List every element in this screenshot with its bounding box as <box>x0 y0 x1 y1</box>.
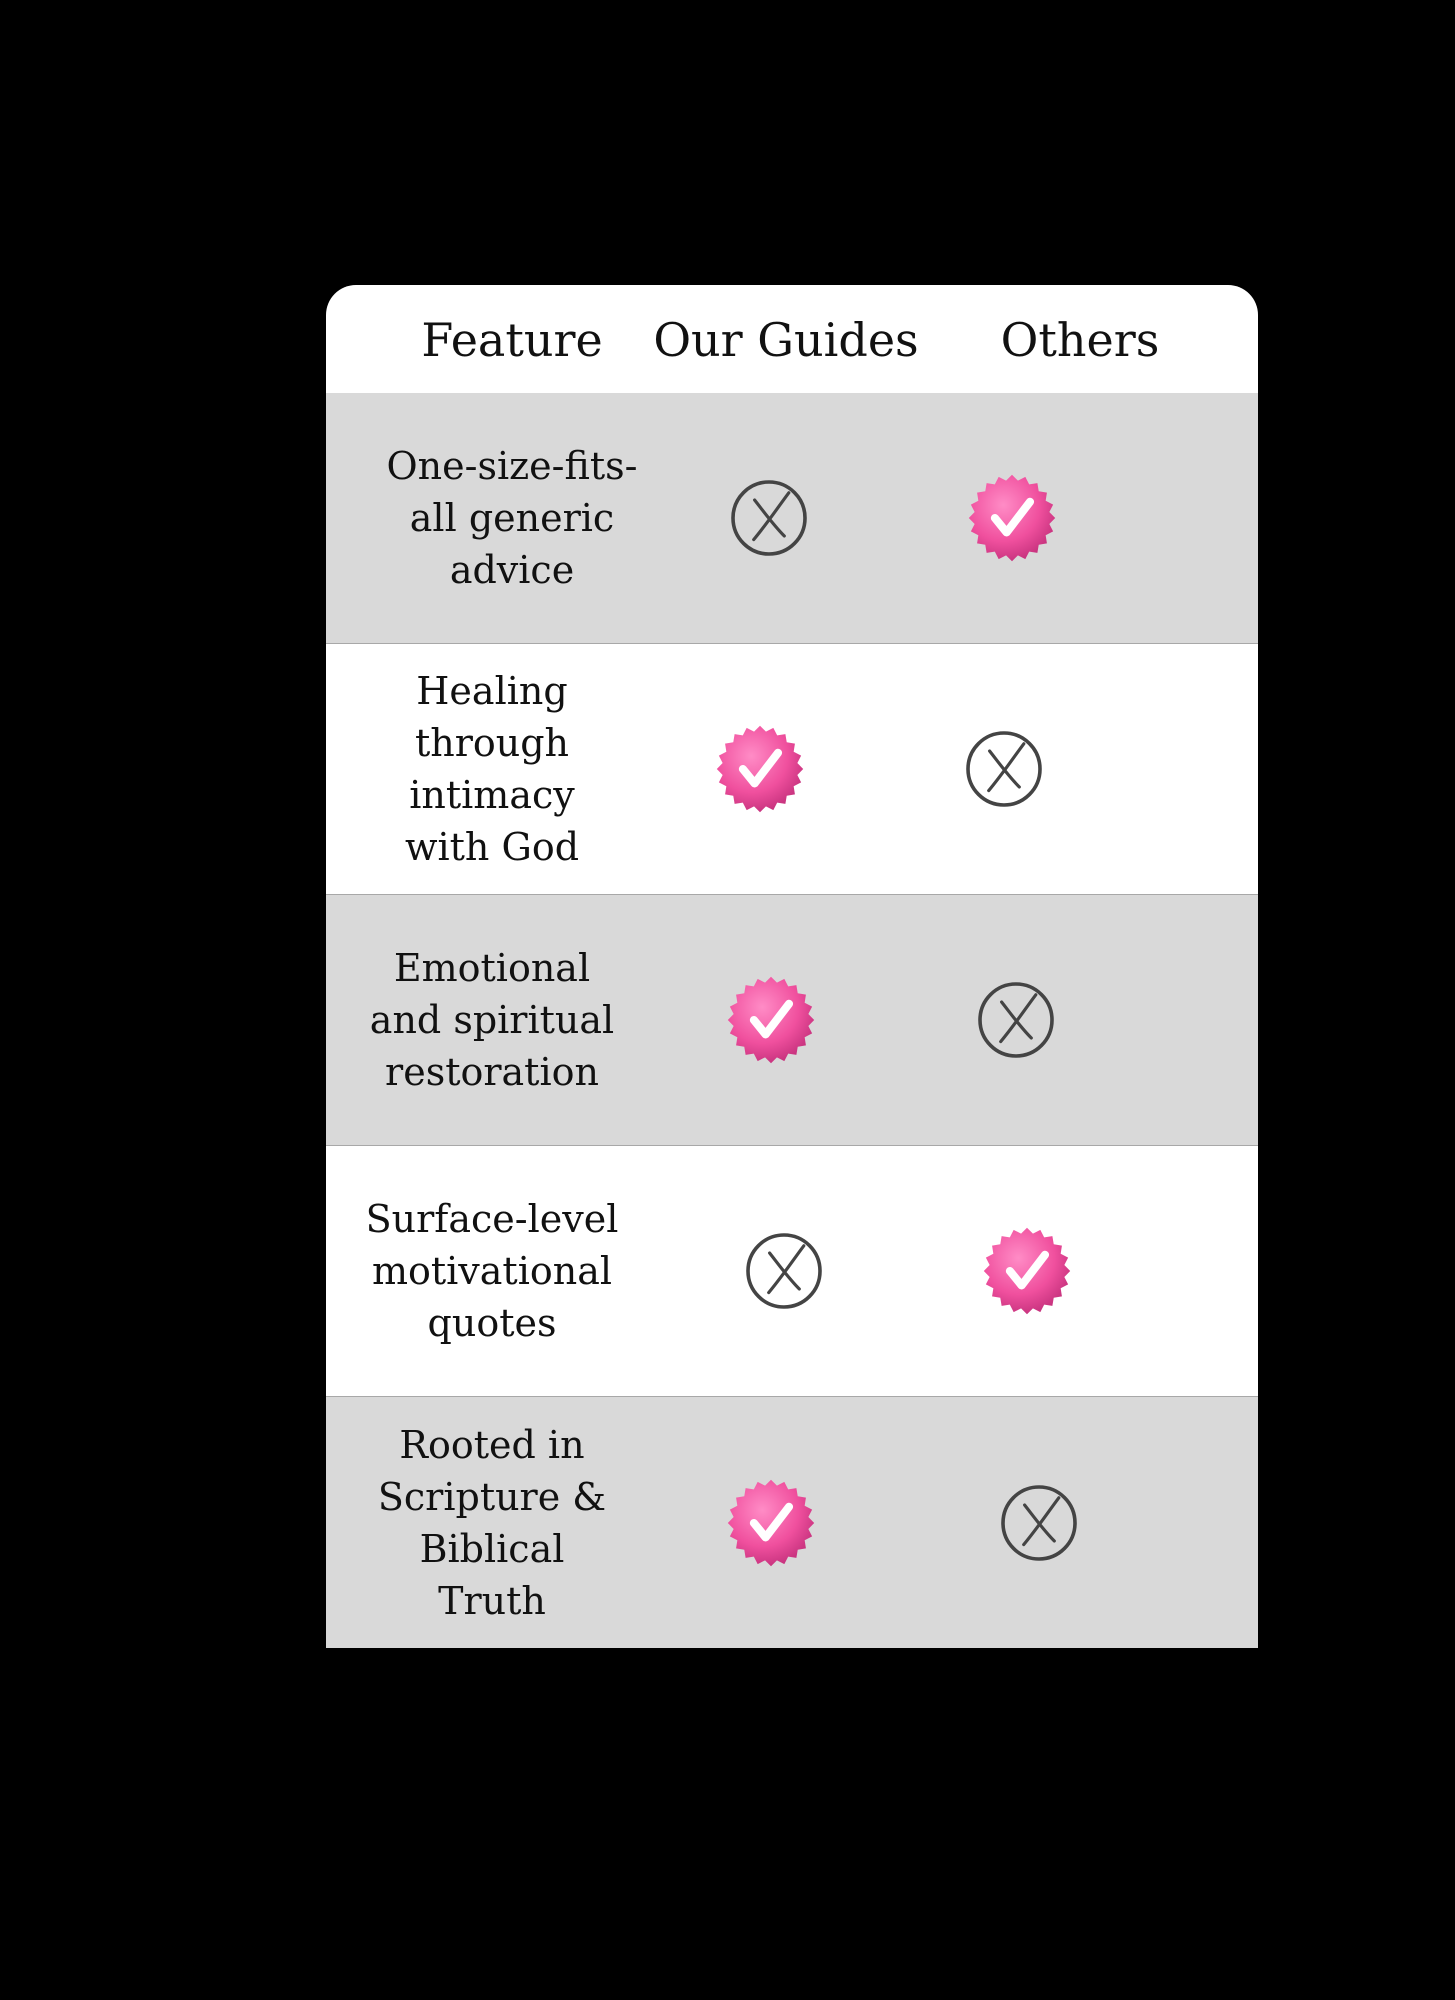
cross-icon <box>994 1478 1084 1568</box>
header-others: Others <box>1000 313 1160 367</box>
cross-icon <box>739 1226 829 1316</box>
check-badge-icon <box>726 1478 816 1568</box>
cross-icon <box>959 724 1049 814</box>
check-badge-icon <box>982 1226 1072 1316</box>
feature-label: Healing through intimacy with God <box>404 669 580 869</box>
table-row <box>326 1146 1258 1397</box>
check-badge-icon <box>967 473 1057 563</box>
table-row <box>326 895 1258 1146</box>
header-our-guides: Our Guides <box>653 313 919 367</box>
feature-label: Emotional and spiritual restoration <box>369 946 615 1094</box>
table-row <box>326 393 1258 644</box>
comparison-table <box>326 285 1258 1648</box>
feature-label: Rooted in Scripture & Biblical Truth <box>377 1422 607 1623</box>
feature-label: One-size-fits-all generic advice <box>386 444 638 592</box>
table-row <box>326 1397 1258 1648</box>
cross-icon <box>724 473 814 563</box>
feature-label: Surface-level motivational quotes <box>365 1197 619 1345</box>
header-feature: Feature <box>421 313 603 367</box>
check-badge-icon <box>726 975 816 1065</box>
cross-icon <box>971 975 1061 1065</box>
table-row <box>326 644 1258 895</box>
check-badge-icon <box>715 724 805 814</box>
table-header <box>326 285 1258 393</box>
